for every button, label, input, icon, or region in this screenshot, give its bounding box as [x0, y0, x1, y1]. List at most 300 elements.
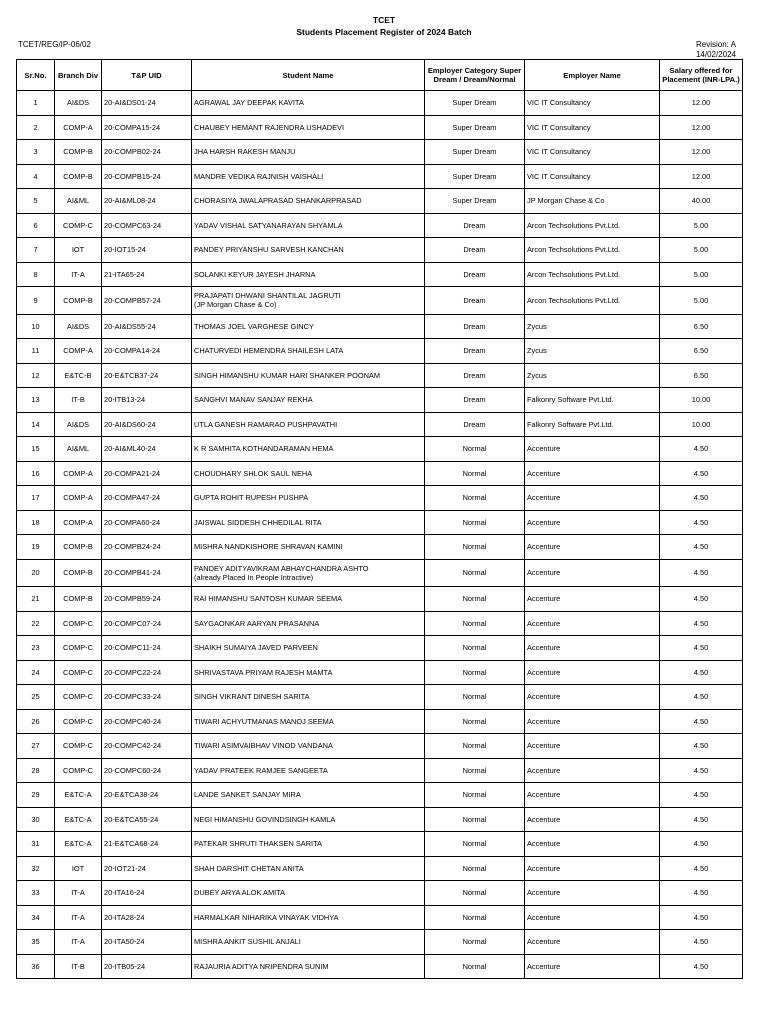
cell-employer-name: Accenture — [525, 758, 660, 783]
student-name-text: JAISWAL SIDDESH CHHEDILAL RITA — [194, 517, 322, 527]
cell-tp-uid: 20-AI&DS55-24 — [102, 314, 192, 339]
student-name-text: CHOUDHARY SHLOK SAUL NEHA — [194, 468, 313, 478]
cell-student-name — [192, 559, 425, 587]
col-header-employer-category: Employer Category Super Dream / Dream/Normal — [425, 60, 525, 91]
cell-sr-no: 26 — [17, 709, 55, 734]
cell-employer-name: Accenture — [525, 636, 660, 661]
cell-student-name — [192, 660, 425, 685]
cell-employer-category: Dream — [425, 412, 525, 437]
cell-employer-category: Normal — [425, 587, 525, 612]
cell-salary: 12.00 — [660, 115, 743, 140]
table-row — [17, 388, 743, 413]
cell-employer-name: Accenture — [525, 709, 660, 734]
cell-employer-category: Super Dream — [425, 91, 525, 116]
cell-tp-uid: 20-AI&DS60-24 — [102, 412, 192, 437]
table-row — [17, 611, 743, 636]
student-name-text: THOMAS JOEL VARGHESE GINCY — [194, 321, 314, 331]
student-name-text: SHAH DARSHIT CHETAN ANITA — [194, 863, 304, 873]
cell-employer-name: Accenture — [525, 461, 660, 486]
cell-branch-div: E&TC-A — [55, 832, 102, 857]
table-row — [17, 881, 743, 906]
cell-branch-div: IT-B — [55, 954, 102, 979]
cell-employer-name: JP Morgan Chase & Co — [525, 189, 660, 214]
cell-salary: 4.50 — [660, 734, 743, 759]
col-header-sr-no: Sr.No. — [17, 60, 55, 91]
cell-sr-no: 3 — [17, 140, 55, 165]
student-name-text: SHRIVASTAVA PRIYAM RAJESH MAMTA — [194, 667, 333, 677]
cell-employer-category: Normal — [425, 758, 525, 783]
cell-tp-uid: 20-COMPC60-24 — [102, 758, 192, 783]
cell-branch-div: IT-B — [55, 388, 102, 413]
cell-salary: 6.50 — [660, 363, 743, 388]
cell-employer-name: Accenture — [525, 832, 660, 857]
cell-tp-uid: 20-COMPB02-24 — [102, 140, 192, 165]
table-row — [17, 262, 743, 287]
cell-employer-category: Normal — [425, 709, 525, 734]
cell-sr-no: 28 — [17, 758, 55, 783]
cell-tp-uid: 20-ITB13-24 — [102, 388, 192, 413]
cell-employer-category: Super Dream — [425, 115, 525, 140]
cell-student-name — [192, 734, 425, 759]
student-name-text: RAI HIMANSHU SANTOSH KUMAR SEEMA — [194, 594, 343, 604]
cell-sr-no: 29 — [17, 783, 55, 808]
cell-tp-uid: 20-ITA16-24 — [102, 881, 192, 906]
student-name-text: SINGH VIKRANT DINESH SARITA — [194, 692, 310, 702]
student-name-text: SOLANKI KEYUR JAYESH JHARNA — [194, 269, 316, 279]
student-name-text: LANDE SANKET SANJAY MIRA — [194, 790, 301, 800]
cell-sr-no: 11 — [17, 339, 55, 364]
table-row — [17, 363, 743, 388]
cell-salary: 5.00 — [660, 213, 743, 238]
cell-salary: 4.50 — [660, 437, 743, 462]
cell-salary: 4.50 — [660, 636, 743, 661]
cell-sr-no: 13 — [17, 388, 55, 413]
cell-tp-uid: 20-COMPC07-24 — [102, 611, 192, 636]
cell-salary: 4.50 — [660, 611, 743, 636]
cell-student-name — [192, 685, 425, 710]
cell-tp-uid: 20-COMPC22-24 — [102, 660, 192, 685]
revision-label: Revision: A — [695, 40, 736, 49]
table-row — [17, 238, 743, 263]
cell-branch-div: IOT — [55, 856, 102, 881]
cell-branch-div: COMP-A — [55, 115, 102, 140]
cell-branch-div: COMP-C — [55, 734, 102, 759]
table-row — [17, 213, 743, 238]
cell-student-name — [192, 758, 425, 783]
cell-sr-no: 36 — [17, 954, 55, 979]
cell-student-name — [192, 437, 425, 462]
table-row — [17, 91, 743, 116]
cell-employer-name: VIC IT Consultancy — [525, 164, 660, 189]
document-id: TCET/REG/IP-06/02 — [18, 40, 91, 49]
student-name-text: MISHRA NANDKISHORE SHRAVAN KAMINI — [194, 542, 343, 552]
cell-student-name — [192, 535, 425, 560]
student-name-text: SAYGAONKAR AARYAN PRASANNA — [194, 618, 320, 628]
student-name-text: PATEKAR SHRUTI THAKSEN SARITA — [194, 839, 322, 849]
cell-branch-div: AI&DS — [55, 91, 102, 116]
cell-employer-name: Accenture — [525, 930, 660, 955]
cell-employer-category: Normal — [425, 611, 525, 636]
cell-tp-uid: 20-E&TCB37-24 — [102, 363, 192, 388]
table-row — [17, 807, 743, 832]
student-name-text: AGRAWAL JAY DEEPAK KAVITA — [194, 98, 304, 108]
student-name-text: SANGHVI MANAV SANJAY REKHA — [194, 395, 313, 405]
cell-tp-uid: 20-COMPB41-24 — [102, 559, 192, 587]
cell-employer-name: Accenture — [525, 783, 660, 808]
cell-sr-no: 21 — [17, 587, 55, 612]
cell-employer-name: VIC IT Consultancy — [525, 91, 660, 116]
cell-sr-no: 12 — [17, 363, 55, 388]
cell-sr-no: 23 — [17, 636, 55, 661]
cell-tp-uid: 20-IOT21-24 — [102, 856, 192, 881]
cell-salary: 12.00 — [660, 164, 743, 189]
cell-employer-category: Normal — [425, 559, 525, 587]
cell-salary: 5.00 — [660, 238, 743, 263]
cell-sr-no: 2 — [17, 115, 55, 140]
cell-employer-category: Normal — [425, 832, 525, 857]
cell-employer-category: Normal — [425, 930, 525, 955]
cell-student-name — [192, 164, 425, 189]
cell-student-name — [192, 783, 425, 808]
cell-branch-div: COMP-A — [55, 486, 102, 511]
cell-employer-name: Accenture — [525, 807, 660, 832]
cell-tp-uid: 20-COMPB24-24 — [102, 535, 192, 560]
student-name-text: UTLA GANESH RAMARAO PUSHPAVATHI — [194, 419, 338, 429]
cell-branch-div: COMP-C — [55, 611, 102, 636]
cell-student-name — [192, 954, 425, 979]
cell-employer-category: Normal — [425, 461, 525, 486]
cell-employer-name: Arcon Techsolutions Pvt.Ltd. — [525, 262, 660, 287]
cell-employer-category: Normal — [425, 905, 525, 930]
cell-salary: 4.50 — [660, 685, 743, 710]
cell-branch-div: COMP-A — [55, 461, 102, 486]
cell-student-name — [192, 807, 425, 832]
cell-sr-no: 35 — [17, 930, 55, 955]
cell-branch-div: E&TC-A — [55, 783, 102, 808]
cell-salary: 6.50 — [660, 314, 743, 339]
cell-salary: 4.50 — [660, 709, 743, 734]
student-name-text: PRAJAPATI DHWANI SHANTILAL JAGRUTI — [194, 291, 341, 301]
cell-employer-name: Accenture — [525, 486, 660, 511]
cell-branch-div: IOT — [55, 238, 102, 263]
cell-tp-uid: 20-COMPB15-24 — [102, 164, 192, 189]
cell-employer-category: Dream — [425, 363, 525, 388]
cell-sr-no: 31 — [17, 832, 55, 857]
cell-salary: 12.00 — [660, 140, 743, 165]
table-row — [17, 164, 743, 189]
cell-salary: 12.00 — [660, 91, 743, 116]
cell-employer-name: Falkonry Software Pvt.Ltd. — [525, 388, 660, 413]
cell-sr-no: 1 — [17, 91, 55, 116]
cell-salary: 4.50 — [660, 559, 743, 587]
table-row — [17, 636, 743, 661]
cell-employer-name: Accenture — [525, 660, 660, 685]
cell-employer-category: Normal — [425, 807, 525, 832]
cell-employer-name: Accenture — [525, 535, 660, 560]
cell-employer-category: Super Dream — [425, 189, 525, 214]
cell-employer-name: VIC IT Consultancy — [525, 115, 660, 140]
table-row — [17, 115, 743, 140]
cell-tp-uid: 20-ITA50-24 — [102, 930, 192, 955]
cell-sr-no: 10 — [17, 314, 55, 339]
cell-student-name — [192, 262, 425, 287]
cell-branch-div: COMP-C — [55, 213, 102, 238]
cell-student-name — [192, 856, 425, 881]
cell-branch-div: AI&ML — [55, 437, 102, 462]
col-header-branch-div: Branch Div — [55, 60, 102, 91]
student-name-text: TIWARI ACHYUTMANAS MANOJ SEEMA — [194, 716, 334, 726]
cell-sr-no: 8 — [17, 262, 55, 287]
cell-employer-name: Accenture — [525, 954, 660, 979]
cell-student-name — [192, 213, 425, 238]
col-header-student-name: Student Name — [192, 60, 425, 91]
header-row — [17, 60, 743, 91]
cell-employer-name: VIC IT Consultancy — [525, 140, 660, 165]
cell-sr-no: 16 — [17, 461, 55, 486]
cell-student-name — [192, 314, 425, 339]
table-row — [17, 758, 743, 783]
cell-salary: 4.50 — [660, 660, 743, 685]
student-name-text: MISHRA ANKIT SUSHIL ANJALI — [194, 937, 301, 947]
cell-employer-category: Normal — [425, 881, 525, 906]
cell-branch-div: COMP-A — [55, 339, 102, 364]
cell-sr-no: 5 — [17, 189, 55, 214]
student-name-text: GUPTA ROHIT RUPESH PUSHPA — [194, 493, 309, 503]
student-name-text: SINGH HIMANSHU KUMAR HARI SHANKER POONAM — [194, 370, 381, 380]
cell-student-name — [192, 388, 425, 413]
table-row — [17, 287, 743, 315]
cell-employer-category: Normal — [425, 486, 525, 511]
cell-sr-no: 20 — [17, 559, 55, 587]
cell-salary: 4.50 — [660, 587, 743, 612]
cell-branch-div: AI&DS — [55, 314, 102, 339]
cell-branch-div: IT-A — [55, 905, 102, 930]
cell-employer-category: Dream — [425, 262, 525, 287]
cell-tp-uid: 20-COMPB59-24 — [102, 587, 192, 612]
cell-employer-category: Normal — [425, 437, 525, 462]
cell-salary: 4.50 — [660, 856, 743, 881]
cell-salary: 40.00 — [660, 189, 743, 214]
cell-branch-div: COMP-B — [55, 287, 102, 315]
cell-tp-uid: 20-COMPC42-24 — [102, 734, 192, 759]
cell-salary: 4.50 — [660, 881, 743, 906]
cell-tp-uid: 20-ITB05-24 — [102, 954, 192, 979]
cell-employer-name: Accenture — [525, 856, 660, 881]
cell-student-name — [192, 412, 425, 437]
cell-tp-uid: 20-AI&ML08-24 — [102, 189, 192, 214]
table-row — [17, 486, 743, 511]
cell-employer-category: Normal — [425, 660, 525, 685]
cell-sr-no: 27 — [17, 734, 55, 759]
cell-employer-category: Super Dream — [425, 140, 525, 165]
cell-employer-name: Accenture — [525, 881, 660, 906]
table-row — [17, 339, 743, 364]
cell-branch-div: COMP-C — [55, 660, 102, 685]
cell-branch-div: AI&DS — [55, 412, 102, 437]
cell-branch-div: COMP-A — [55, 510, 102, 535]
cell-employer-category: Dream — [425, 314, 525, 339]
cell-salary: 10.00 — [660, 388, 743, 413]
cell-sr-no: 30 — [17, 807, 55, 832]
cell-sr-no: 6 — [17, 213, 55, 238]
cell-employer-category: Dream — [425, 339, 525, 364]
cell-sr-no: 15 — [17, 437, 55, 462]
cell-employer-category: Super Dream — [425, 164, 525, 189]
cell-tp-uid: 20-IOT15-24 — [102, 238, 192, 263]
cell-employer-name: Falkonry Software Pvt.Ltd. — [525, 412, 660, 437]
cell-employer-name: Accenture — [525, 611, 660, 636]
student-note-text: (already Placed In People Intractive) — [194, 572, 314, 582]
cell-salary: 4.50 — [660, 461, 743, 486]
cell-tp-uid: 20-AI&ML40-24 — [102, 437, 192, 462]
cell-student-name — [192, 189, 425, 214]
cell-sr-no: 4 — [17, 164, 55, 189]
cell-employer-category: Normal — [425, 636, 525, 661]
cell-salary: 6.50 — [660, 339, 743, 364]
student-name-text: K R SAMHITA KOTHANDARAMAN HEMA — [194, 444, 334, 454]
cell-student-name — [192, 461, 425, 486]
table-row — [17, 587, 743, 612]
table-row — [17, 905, 743, 930]
table-row — [17, 660, 743, 685]
cell-employer-name: Accenture — [525, 685, 660, 710]
cell-sr-no: 7 — [17, 238, 55, 263]
col-header-salary: Salary offered for Placement (INR-LPA.) — [660, 60, 743, 91]
cell-employer-category: Normal — [425, 734, 525, 759]
cell-branch-div: COMP-B — [55, 164, 102, 189]
table-row — [17, 140, 743, 165]
cell-employer-category: Normal — [425, 510, 525, 535]
cell-salary: 4.50 — [660, 535, 743, 560]
cell-branch-div: AI&ML — [55, 189, 102, 214]
cell-tp-uid: 20-E&TCA55-24 — [102, 807, 192, 832]
cell-branch-div: COMP-C — [55, 758, 102, 783]
cell-branch-div: IT-A — [55, 262, 102, 287]
table-row — [17, 832, 743, 857]
cell-student-name — [192, 115, 425, 140]
student-note-text: (JP Morgan Chase & Co) — [194, 300, 277, 310]
table-row — [17, 709, 743, 734]
cell-student-name — [192, 91, 425, 116]
cell-salary: 4.50 — [660, 930, 743, 955]
cell-employer-name: Accenture — [525, 437, 660, 462]
cell-student-name — [192, 339, 425, 364]
cell-student-name — [192, 881, 425, 906]
student-name-text: YADAV PRATEEK RAMJEE SANGEETA — [194, 765, 328, 775]
cell-employer-category: Normal — [425, 954, 525, 979]
org-title: TCET — [372, 15, 396, 25]
cell-tp-uid: 20-COMPA47-24 — [102, 486, 192, 511]
cell-branch-div: COMP-B — [55, 535, 102, 560]
cell-student-name — [192, 930, 425, 955]
cell-employer-category: Normal — [425, 685, 525, 710]
cell-tp-uid: 20-COMPC63-24 — [102, 213, 192, 238]
cell-tp-uid: 20-COMPC11-24 — [102, 636, 192, 661]
cell-sr-no: 24 — [17, 660, 55, 685]
cell-employer-name: Arcon Techsolutions Pvt.Ltd. — [525, 213, 660, 238]
cell-tp-uid: 20-COMPC40-24 — [102, 709, 192, 734]
cell-tp-uid: 20-COMPA60-24 — [102, 510, 192, 535]
cell-tp-uid: 20-AI&DS01-24 — [102, 91, 192, 116]
cell-branch-div: E&TC-B — [55, 363, 102, 388]
table-row — [17, 314, 743, 339]
student-name-text: TIWARI ASIMVAIBHAV VINOD VANDANA — [194, 741, 333, 751]
cell-employer-category: Dream — [425, 287, 525, 315]
cell-sr-no: 19 — [17, 535, 55, 560]
cell-student-name — [192, 510, 425, 535]
cell-employer-category: Dream — [425, 213, 525, 238]
cell-student-name — [192, 363, 425, 388]
revision-block — [696, 40, 736, 60]
cell-salary: 4.50 — [660, 783, 743, 808]
cell-branch-div: COMP-C — [55, 636, 102, 661]
cell-sr-no: 14 — [17, 412, 55, 437]
cell-branch-div: COMP-C — [55, 709, 102, 734]
student-name-text: PANDEY ADITYAVIKRAM ABHAYCHANDRA ASHTO — [194, 563, 369, 573]
cell-student-name — [192, 486, 425, 511]
col-header-employer-name: Employer Name — [525, 60, 660, 91]
cell-employer-category: Normal — [425, 783, 525, 808]
cell-employer-name: Accenture — [525, 510, 660, 535]
student-name-text: JHA HARSH RAKESH MANJU — [194, 147, 296, 157]
table-row — [17, 412, 743, 437]
document-title: Students Placement Register of 2024 Batch — [296, 27, 472, 37]
cell-employer-category: Normal — [425, 535, 525, 560]
student-name-text: MANDRE VEDIKA RAJNISH VAISHALI — [194, 171, 324, 181]
student-name-text: SHAIKH SUMAIYA JAVED PARVEEN — [194, 643, 318, 653]
cell-branch-div: IT-A — [55, 930, 102, 955]
cell-student-name — [192, 287, 425, 315]
revision-date: 14/02/2024 — [695, 50, 736, 59]
cell-tp-uid: 20-COMPA15-24 — [102, 115, 192, 140]
table-body — [17, 91, 743, 979]
cell-sr-no: 17 — [17, 486, 55, 511]
cell-sr-no: 33 — [17, 881, 55, 906]
cell-salary: 10.00 — [660, 412, 743, 437]
cell-branch-div: IT-A — [55, 881, 102, 906]
student-name-text: NEGI HIMANSHU GOVINDSINGH KAMLA — [194, 814, 336, 824]
student-name-text: RAJAURIA ADITYA NRIPENDRA SUNIM — [194, 961, 329, 971]
student-name-text: CHORASIYA JWALAPRASAD SHANKARPRASAD — [194, 196, 362, 206]
cell-employer-name: Accenture — [525, 905, 660, 930]
cell-tp-uid: 21-ITA65-24 — [102, 262, 192, 287]
student-name-text: HARMALKAR NIHARIKA VINAYAK VIDHYA — [194, 912, 339, 922]
cell-salary: 4.50 — [660, 510, 743, 535]
cell-tp-uid: 20-COMPC33-24 — [102, 685, 192, 710]
cell-employer-name: Arcon Techsolutions Pvt.Ltd. — [525, 287, 660, 315]
cell-tp-uid: 21-E&TCA68-24 — [102, 832, 192, 857]
cell-student-name — [192, 611, 425, 636]
cell-salary: 5.00 — [660, 262, 743, 287]
cell-salary: 4.50 — [660, 758, 743, 783]
table-row — [17, 461, 743, 486]
table-row — [17, 954, 743, 979]
cell-sr-no: 18 — [17, 510, 55, 535]
cell-sr-no: 32 — [17, 856, 55, 881]
cell-tp-uid: 20-COMPA21-24 — [102, 461, 192, 486]
cell-tp-uid: 20-ITA28-24 — [102, 905, 192, 930]
cell-salary: 4.50 — [660, 832, 743, 857]
table-row — [17, 535, 743, 560]
student-name-text: YADAV VISHAL SATYANARAYAN SHYAMLA — [194, 220, 343, 230]
cell-student-name — [192, 587, 425, 612]
table-row — [17, 510, 743, 535]
cell-salary: 4.50 — [660, 905, 743, 930]
cell-branch-div: COMP-B — [55, 587, 102, 612]
table-row — [17, 559, 743, 587]
cell-employer-category: Dream — [425, 388, 525, 413]
cell-employer-category: Normal — [425, 856, 525, 881]
